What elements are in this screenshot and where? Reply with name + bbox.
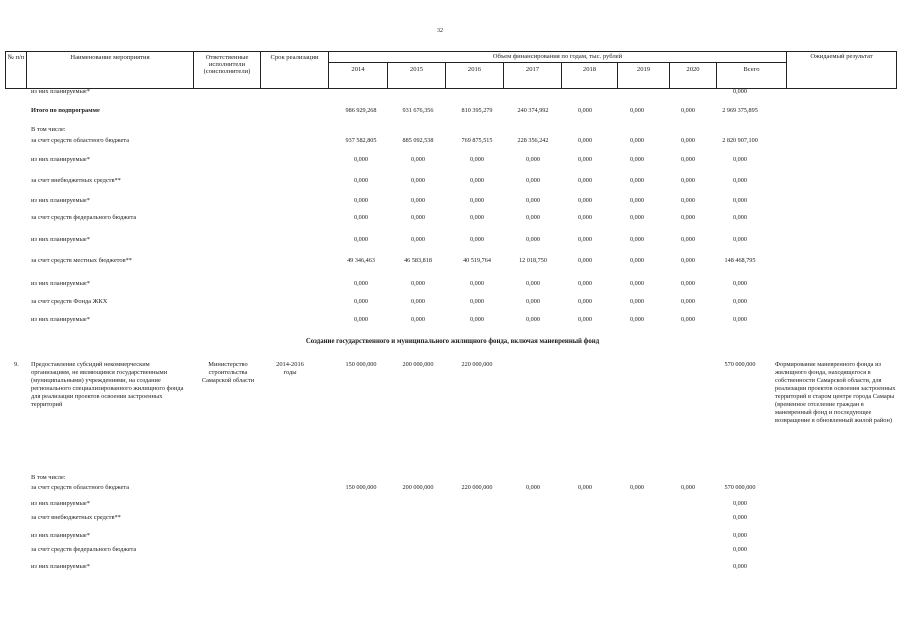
cell-value: 986 929,268	[345, 107, 377, 114]
cell-value: 0,000	[578, 177, 592, 184]
cell-value: 0,000	[630, 137, 644, 144]
cell-value: 200 000,000	[402, 484, 434, 491]
cell-value: 0,000	[578, 280, 592, 287]
row-label: из них планируемые*	[31, 88, 90, 95]
header-year: 2019	[636, 66, 651, 73]
row-label: за счет средств федерального бюджета	[31, 214, 137, 221]
row-label: за счет средств Фонда ЖКХ	[31, 298, 108, 305]
cell-value: 0,000	[354, 280, 368, 287]
cell-value: 0,000	[526, 298, 540, 305]
cell-value: 0,000	[733, 546, 747, 553]
row-label: за счет внебюджетных средств**	[31, 177, 121, 184]
cell-value: 228 356,242	[517, 137, 549, 144]
cell-value: 570 000,000	[724, 484, 756, 491]
table-header	[5, 51, 897, 89]
item-name: Предоставление субсидий некоммерческим организациям, не являющимся государственными (муниципальными) учреждениями, на создание регионального специализированного жилищного фонда для реализации проектов освоения застроенных территорий	[31, 361, 184, 408]
table-row	[0, 280, 905, 290]
cell-value: 2 820 907,100	[722, 137, 758, 144]
cell-value: 0,000	[733, 88, 747, 95]
row-label: за счет внебюджетных средств**	[31, 514, 121, 521]
table-row	[0, 484, 905, 494]
cell-value: 0,000	[630, 177, 644, 184]
row-label: В том числе:	[31, 126, 66, 133]
cell-value: 0,000	[411, 156, 425, 163]
cell-value: 0,000	[578, 156, 592, 163]
cell-value: 0,000	[681, 156, 695, 163]
cell-value: 150 000,000	[345, 361, 377, 368]
cell-value: 0,000	[526, 236, 540, 243]
cell-value: 0,000	[470, 316, 484, 323]
table-row	[0, 316, 905, 326]
cell-value: 937 582,805	[345, 137, 377, 144]
cell-value: 0,000	[354, 316, 368, 323]
cell-value: 240 374,992	[517, 107, 549, 114]
cell-value: 0,000	[526, 316, 540, 323]
item-result: Формирование маневренного фонда из жилищного фонда, находящегося в собственности Самарской области, для реализации проектов освоения застроенных территорий в старом центре города Самары (временное отселение граждан в маневренный фонд и последующее возвращение в обновленный жилой район)	[775, 361, 896, 424]
cell-value: 0,000	[470, 156, 484, 163]
cell-value: 0,000	[411, 236, 425, 243]
cell-value: 0,000	[354, 197, 368, 204]
cell-value: 12 018,750	[519, 257, 547, 264]
cell-value: 0,000	[733, 214, 747, 221]
cell-value: 49 346,463	[347, 257, 375, 264]
cell-value: 220 000,000	[461, 484, 493, 491]
cell-value: 0,000	[354, 214, 368, 221]
cell-value: 0,000	[411, 177, 425, 184]
cell-value: 0,000	[470, 214, 484, 221]
cell-value: 0,000	[681, 316, 695, 323]
header-result: Ожидаемый результат	[810, 53, 873, 60]
cell-value: 0,000	[470, 298, 484, 305]
table-row	[0, 197, 905, 207]
cell-value: 0,000	[470, 236, 484, 243]
table-row	[0, 126, 905, 136]
table-row	[0, 500, 905, 510]
section-title: Создание государственного и муниципального жилищного фонда, включая маневренный фонд	[305, 338, 600, 345]
cell-value: 0,000	[630, 316, 644, 323]
cell-value: 0,000	[354, 177, 368, 184]
cell-value: 0,000	[526, 177, 540, 184]
cell-value: 570 000,000	[724, 361, 756, 368]
cell-value: 220 000,000	[461, 361, 493, 368]
table-row	[0, 156, 905, 166]
row-label: из них планируемые*	[31, 236, 90, 243]
cell-value: 0,000	[470, 197, 484, 204]
cell-value: 0,000	[411, 214, 425, 221]
cell-value: 769 875,515	[461, 137, 493, 144]
cell-value: 0,000	[630, 257, 644, 264]
cell-value: 0,000	[411, 197, 425, 204]
row-label: из них планируемые*	[31, 500, 90, 507]
cell-value: 0,000	[681, 137, 695, 144]
item-executor: Министерство строительства Самарской области	[201, 361, 255, 384]
table-row	[0, 107, 905, 117]
table-row	[0, 236, 905, 246]
row-label: из них планируемые*	[31, 316, 90, 323]
cell-value: 40 519,764	[463, 257, 491, 264]
cell-value: 0,000	[733, 500, 747, 507]
cell-value: 0,000	[733, 280, 747, 287]
cell-value: 0,000	[630, 484, 644, 491]
header-name: Наименование мероприятия	[70, 54, 150, 61]
cell-value: 0,000	[681, 236, 695, 243]
table-row	[0, 298, 905, 308]
cell-value: 0,000	[733, 197, 747, 204]
cell-value: 0,000	[578, 107, 592, 114]
cell-value: 0,000	[630, 298, 644, 305]
row-label: за счет средств местных бюджетов**	[31, 257, 132, 264]
row-label: за счет средств областного бюджета	[31, 484, 130, 491]
cell-value: 0,000	[578, 236, 592, 243]
cell-value: 0,000	[681, 214, 695, 221]
table-row	[0, 137, 905, 147]
cell-value: 0,000	[630, 280, 644, 287]
cell-value: 0,000	[470, 280, 484, 287]
cell-value: 0,000	[411, 298, 425, 305]
cell-value: 150 000,000	[345, 484, 377, 491]
cell-value: 0,000	[578, 298, 592, 305]
row-label: Итого по подпрограмме	[31, 107, 100, 114]
table-row	[0, 88, 905, 98]
item-term: 2014-2016 годы	[276, 361, 304, 376]
cell-value: 931 676,356	[402, 107, 434, 114]
row-label: из них планируемые*	[31, 563, 90, 570]
cell-value: 0,000	[526, 214, 540, 221]
cell-value: 0,000	[681, 484, 695, 491]
cell-value: 0,000	[354, 298, 368, 305]
row-label: из них планируемые*	[31, 156, 90, 163]
cell-value: 0,000	[681, 197, 695, 204]
cell-value: 885 092,538	[402, 137, 434, 144]
cell-value: 0,000	[733, 156, 747, 163]
cell-value: 0,000	[733, 532, 747, 539]
header-no: № п/п	[7, 54, 25, 61]
cell-value: 0,000	[733, 563, 747, 570]
header-year: 2016	[467, 66, 482, 73]
cell-value: 0,000	[733, 177, 747, 184]
cell-value: 0,000	[681, 107, 695, 114]
header-volume: Объем финансирования по годам, тыс. рублей	[492, 53, 623, 60]
row-label: за счет средств областного бюджета	[31, 137, 130, 144]
header-year: 2014	[351, 66, 365, 73]
cell-value: 148 468,795	[724, 257, 756, 264]
header-executors: Ответственные исполнители (соисполнители)	[203, 54, 251, 75]
header-year: 2015	[409, 66, 424, 73]
row-label: из них планируемые*	[31, 532, 90, 539]
cell-value: 0,000	[526, 197, 540, 204]
cell-value: 0,000	[411, 280, 425, 287]
row-label: из них планируемые*	[31, 280, 90, 287]
row-label: за счет средств федерального бюджета	[31, 546, 137, 553]
cell-value: 0,000	[578, 214, 592, 221]
cell-value: 0,000	[733, 298, 747, 305]
cell-value: 200 000,000	[402, 361, 434, 368]
table-row	[0, 514, 905, 524]
cell-value: 46 583,818	[404, 257, 432, 264]
cell-value: 0,000	[470, 177, 484, 184]
cell-value: 0,000	[681, 280, 695, 287]
cell-value: 0,000	[681, 298, 695, 305]
item-number: 9.	[14, 361, 19, 368]
page-number: 32	[437, 28, 443, 34]
cell-value: 0,000	[733, 514, 747, 521]
cell-value: 0,000	[733, 236, 747, 243]
table-row	[0, 214, 905, 224]
cell-value: 0,000	[526, 280, 540, 287]
cell-value: 0,000	[354, 236, 368, 243]
cell-value: 0,000	[630, 214, 644, 221]
table-row	[0, 532, 905, 542]
header-year: 2020	[686, 66, 700, 73]
header-year: Всего	[743, 66, 760, 73]
cell-value: 0,000	[733, 316, 747, 323]
cell-value: 0,000	[354, 156, 368, 163]
table-row	[0, 563, 905, 573]
cell-value: 810 395,279	[461, 107, 493, 114]
cell-value: 0,000	[578, 197, 592, 204]
cell-value: 0,000	[681, 257, 695, 264]
header-term: Срок реализации	[270, 54, 319, 61]
cell-value: 0,000	[526, 156, 540, 163]
table-row	[0, 177, 905, 187]
header-year: 2017	[525, 66, 540, 73]
cell-value: 0,000	[578, 137, 592, 144]
row-label: из них планируемые*	[31, 197, 90, 204]
cell-value: 0,000	[630, 156, 644, 163]
header-year: 2018	[582, 66, 597, 73]
cell-value: 0,000	[411, 316, 425, 323]
table-row	[0, 474, 905, 484]
cell-value: 0,000	[578, 316, 592, 323]
cell-value: 0,000	[578, 484, 592, 491]
table-row	[0, 257, 905, 267]
cell-value: 0,000	[630, 236, 644, 243]
cell-value: 0,000	[630, 197, 644, 204]
cell-value: 2 969 375,895	[722, 107, 758, 114]
cell-value: 0,000	[630, 107, 644, 114]
row-label: В том числе:	[31, 474, 66, 481]
cell-value: 0,000	[681, 177, 695, 184]
table-row	[0, 546, 905, 556]
cell-value: 0,000	[526, 484, 540, 491]
cell-value: 0,000	[578, 257, 592, 264]
